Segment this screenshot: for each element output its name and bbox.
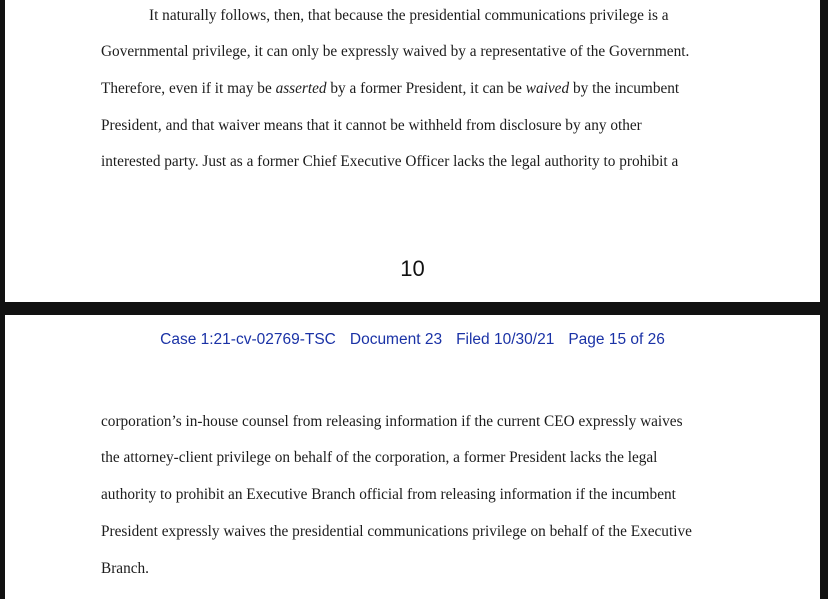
case-header	[5, 331, 820, 349]
text-run: President, and that waiver means that it cannot be withheld from disclosure by any other	[101, 117, 642, 134]
text-run: Therefore, even if it may be	[101, 80, 276, 97]
body-text-line: the attorney-client privilege on behalf of the corporation, a former President lacks the legal	[101, 449, 658, 466]
text-run: interested party. Just as a former Chief Executive Officer lacks the legal authority to prohibit a	[101, 153, 679, 170]
body-text-line: corporation’s in-house counsel from releasing information if the current CEO expressly waives	[101, 413, 683, 430]
text-run: by a former President, it can be	[326, 80, 526, 97]
text-run: by the incumbent	[569, 80, 680, 97]
filed-date: Filed 10/30/21	[456, 331, 555, 348]
page-15	[5, 315, 820, 599]
body-text-line: Branch.	[101, 560, 149, 577]
italic-term-asserted: asserted	[275, 80, 327, 97]
page-10	[5, 0, 820, 302]
italic-term-waived: waived	[525, 80, 570, 97]
body-text-line	[101, 43, 689, 61]
body-text-line: authority to prohibit an Executive Branch official from releasing information if the incumbent	[101, 486, 676, 503]
body-text-line	[101, 117, 642, 135]
page-count: Page 15 of 26	[568, 331, 665, 348]
body-text-line	[101, 80, 679, 98]
body-text-line	[101, 153, 678, 171]
body-text-line: President expressly waives the presidential communications privilege on behalf of the Executive	[101, 523, 692, 540]
page-number: 10	[400, 256, 425, 281]
document-number: Document 23	[349, 331, 443, 348]
case-number: Case 1:21-cv-02769-TSC	[160, 331, 336, 348]
text-run: Governmental privilege, it can only be expressly waived by a representative of the Government.	[101, 43, 690, 60]
body-text-line	[149, 7, 669, 25]
text-run: It naturally follows, then, that because the presidential communications privilege is a	[149, 7, 669, 24]
